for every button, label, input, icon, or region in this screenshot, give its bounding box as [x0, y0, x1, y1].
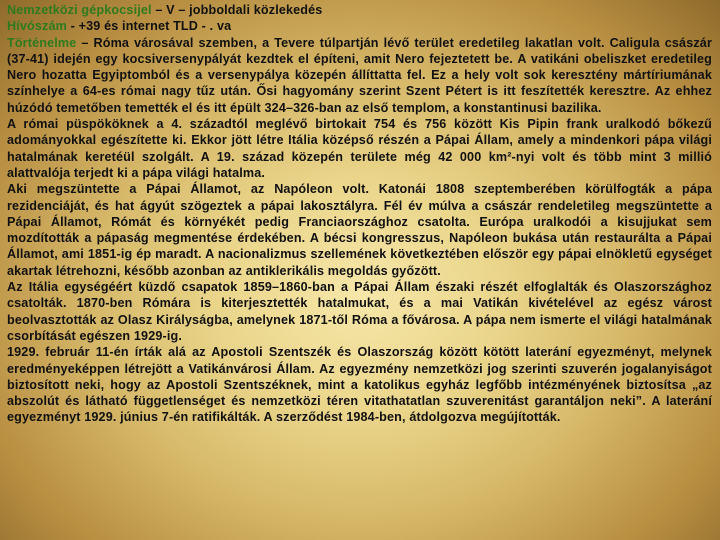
license-plate-value: – V – jobboldali közlekedés — [151, 3, 323, 17]
paragraph-napoleon: Aki megszüntette a Pápai Államot, az Napóleon volt. Katonái 1808 szeptemberében körülfogták a pápa rezidenciáját, és hat ágyút szögeztek a pápai lakosztályra. Fél év múlva a császár rendeletileg megszüntette a Pápai Államot, Rómát és környékét pedig Franciaországhoz csatolta. Európa uralkodói a kisujjukat sem mozdították a pápaság megmentése érdekében. A bécsi kongresszus, Napóleon bukása után restaurálta a Pápai Államot, ami 1851-ig ép maradt. A nacionalizmus szellemének következtében először egy pápai elnökletű egységet akartak létrehozni, később azonban az antiklerikális megoldás győzött. — [7, 182, 712, 278]
paragraph-papal-estates: A római püspököknek a 4. századtól meglévő birtokait 754 és 756 között Kis Pipin frank uralkodó bőkezű adományokkal egészítette ki. Ekkor jött létre Itália középső részén a Pápai Állam, amely a mindenkori pápa világi hatalmának keretéül szolgált. A 19. század közepén területe még 42 000 km²-nyi volt és több mint 3 millió alattvalója terjedt ki a pápa világi hatalma. — [7, 117, 712, 180]
license-plate-line — [7, 2, 712, 18]
paragraph-unification: Az Itália egységéért küzdő csapatok 1859–1860-ban a Pápai Állam északi részét elfoglalták és Olaszországhoz csatolták. 1870-ben Rómára is kiterjesztették hatalmukat, és a mai Vatikán kivételével az egész várost beolvasztották az Olasz Királyságba, amelynek 1871-től Róma a fővárosa. A pápa nem ismerte el világi hatalmának csorbítását egészen 1929-ig. — [7, 280, 712, 343]
paragraph-lateran-treaty: 1929. február 11-én írták alá az Apostoli Szentszék és Olaszország között kötött laterání egyezményt, melynek eredményeképpen létrejött a Vatikánvárosi Állam. Az egyezmény nemzetközi jog szerinti szuverén jogalanyiságot biztosított neki, hogy az Apostoli Szentszéknek, mint a katolikus egyház legfőbb intézményének biztosítsa „az abszolút és látható függetlenséget és nemzetközi téren vitathatatlan szuverenitást garantáljon neki”. A laterání egyezményt 1929. június 7-én ratifikálták. A szerződést 1984-ben, átdolgozva megújították. — [7, 345, 712, 425]
dialing-code-value: - +39 és internet TLD - . va — [67, 19, 232, 34]
dialing-code-line — [7, 18, 712, 34]
history-label: Történelme — [7, 35, 77, 50]
license-plate-label: Nemzetközi gépkocsijel — [7, 3, 152, 17]
history-text: – Róma városával szemben, a Tevere túlpartján lévő terület eredetileg lakatlan volt. Caligula császár (37-41) idején egy kocsiversenypályát kezdtek el építeni, amit Nero fejeztetett be. A vatikáni obeliszket eredetileg Nero hozatta Egyiptomból és a versenypálya közepén állíttatta fel. Ez a hely volt sok keresztény mártíriumának színhelye a 64-es római nagy tűz után. Ősi hagyomány szerint Szent Pétert is itt feszítették keresztre. Az ehhez húzódó temetőben temették el és itt épült 324–326-ban az első templom, a konstantinusi bazilika. — [7, 35, 712, 115]
text-block — [7, 2, 712, 426]
dialing-code-label: Hívószám — [7, 19, 67, 34]
history-paragraph — [7, 35, 712, 116]
